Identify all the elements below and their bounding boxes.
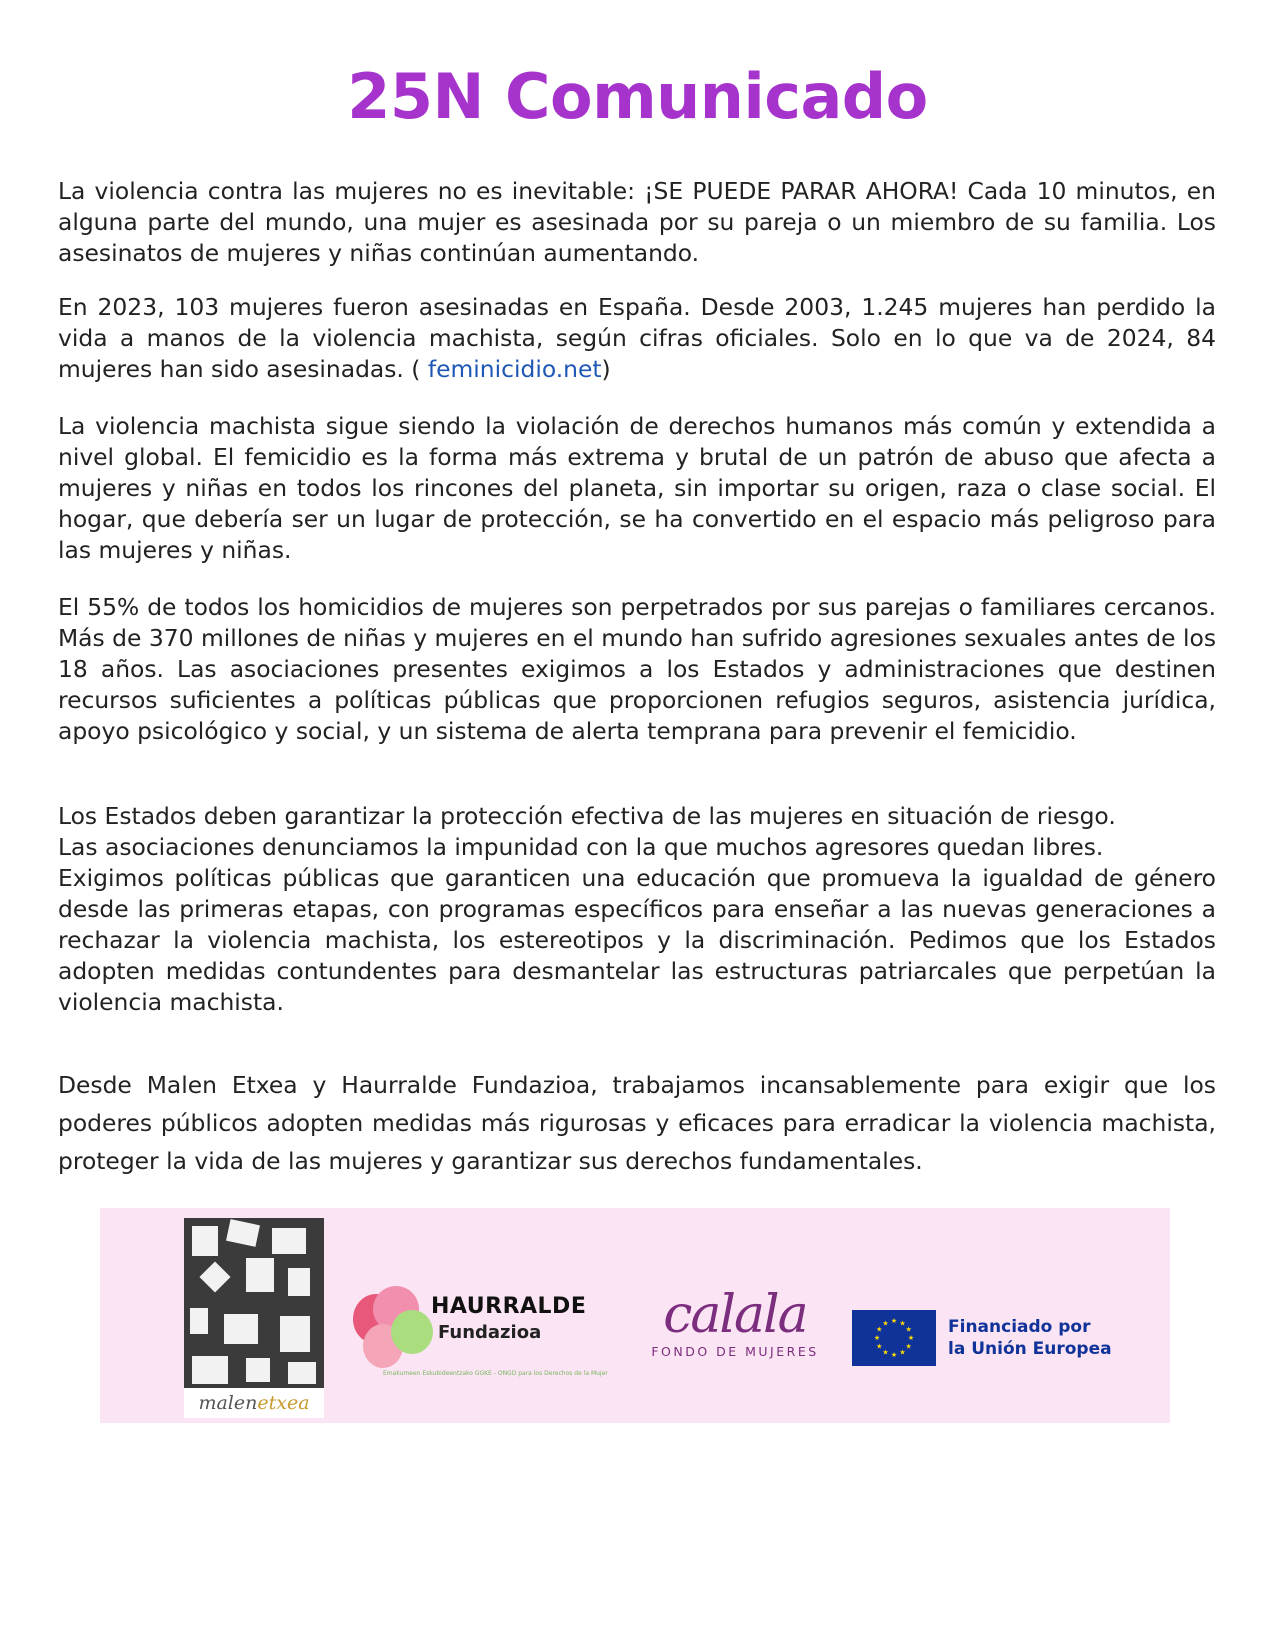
- paragraph-6: Desde Malen Etxea y Haurralde Fundazioa, trabajamos incansablemente para exigir que los poderes públicos adopten medidas más rigurosas y eficaces para erradicar la violencia machista, proteger la vida de las mujeres y garantizar sus derechos fundamentales.: [58, 1071, 1216, 1175]
- haurralde-tagline: Emakumeen Eskubideentzako GGKE - ONGD para los Derechos de la Mujer: [383, 1370, 608, 1377]
- calala-subtitle: FONDO DE MUJERES: [651, 1344, 819, 1359]
- malen-etxea-logo: [184, 1218, 324, 1418]
- svg-text:★: ★: [882, 1348, 889, 1357]
- svg-text:★: ★: [876, 1325, 883, 1334]
- haurralde-name: HAURRALDE: [431, 1294, 587, 1319]
- paragraph-4: El 55% de todos los homicidios de mujeres son perpetrados por sus parejas o familiares cercanos. Más de 370 millones de niñas y mujeres en el mundo han sufrido agresiones sexuales antes de los 18 años. Las asociaciones presentes exigimos a los Estados y administraciones que destinen recursos suficientes a políticas públicas que proporcionen refugios seguros, asistencia jurídica, apoyo psicológico y social, y un sistema de alerta temprana para prevenir el femicidio.: [58, 593, 1216, 745]
- calala-wordmark: calala: [663, 1285, 807, 1345]
- eu-funding-logo: [852, 1310, 1152, 1366]
- svg-text:★: ★: [890, 1317, 898, 1325]
- paragraph-2-text: En 2023, 103 mujeres fueron asesinadas en España. Desde 2003, 1.245 mujeres han perdido la vida a manos de la violencia machista, según cifras oficiales. Solo en lo que va de 2024, 84 mujeres han sido asesinadas. (: [58, 293, 1216, 383]
- paragraph-1: La violencia contra las mujeres no es inevitable: ¡SE PUEDE PARAR AHORA! Cada 10 minutos, en alguna parte del mundo, una mujer es asesinada por su pareja o un miembro de su familia. Los asesinatos de mujeres y niñas continúan aumentando.: [58, 177, 1216, 267]
- svg-text:★: ★: [876, 1342, 883, 1351]
- paragraph-2-close: ): [601, 355, 611, 383]
- svg-text:★: ★: [873, 1334, 881, 1342]
- paragraph-3: La violencia machista sigue siendo la violación de derechos humanos más común y extendida a nivel global. El femicidio es la forma más extrema y brutal de un patrón de abuso que afecta a mujeres y niñas en todos los rincones del planeta, sin importar su origen, raza o clase social. El hogar, que debería ser un lugar de protección, se ha convertido en el espacio más peligroso para las mujeres y niñas.: [58, 412, 1216, 564]
- svg-text:★: ★: [907, 1334, 915, 1342]
- malen-etxea-house-image: [184, 1218, 324, 1388]
- svg-text:★: ★: [899, 1348, 906, 1357]
- svg-text:★: ★: [905, 1325, 912, 1334]
- page-title: 25N Comunicado: [347, 60, 928, 133]
- svg-text:★: ★: [890, 1351, 898, 1359]
- paragraph-5-rest: Exigimos políticas públicas que garanticen una educación que promueva la igualdad de género desde las primeras etapas, con programas específicos para enseñar a las nuevas generaciones a rechazar la violencia machista, los estereotipos y la discriminación. Pedimos que los Estados adopten medidas contundentes para desmantelar las estructuras patriarcales que perpetúan la violencia machista.: [58, 864, 1216, 1016]
- paragraph-2: [58, 292, 1216, 385]
- sponsor-logo-band: [100, 1208, 1170, 1423]
- paragraph-5-line-1: Los Estados deben garantizar la protección efectiva de las mujeres en situación de riesgo.: [58, 802, 1116, 830]
- eu-flag-icon: [852, 1310, 936, 1366]
- svg-text:★: ★: [882, 1319, 889, 1328]
- paragraph-5-line-2: Las asociaciones denunciamos la impunidad con la que muchos agresores quedan libres.: [58, 833, 1104, 861]
- feminicidio-link[interactable]: feminicidio.net: [427, 355, 602, 383]
- eu-funding-text: [948, 1316, 1112, 1360]
- eu-funding-line-2: la Unión Europea: [948, 1339, 1112, 1359]
- svg-text:★: ★: [905, 1342, 912, 1351]
- eu-funding-line-1: Financiado por: [948, 1317, 1091, 1337]
- svg-text:★: ★: [899, 1319, 906, 1328]
- haurralde-logo: [353, 1286, 608, 1386]
- paragraph-5: [58, 801, 1216, 1018]
- calala-logo: [640, 1285, 830, 1368]
- malen-etxea-wordmark: malenetxea: [198, 1392, 310, 1414]
- haurralde-subtitle: Fundazioa: [438, 1322, 542, 1343]
